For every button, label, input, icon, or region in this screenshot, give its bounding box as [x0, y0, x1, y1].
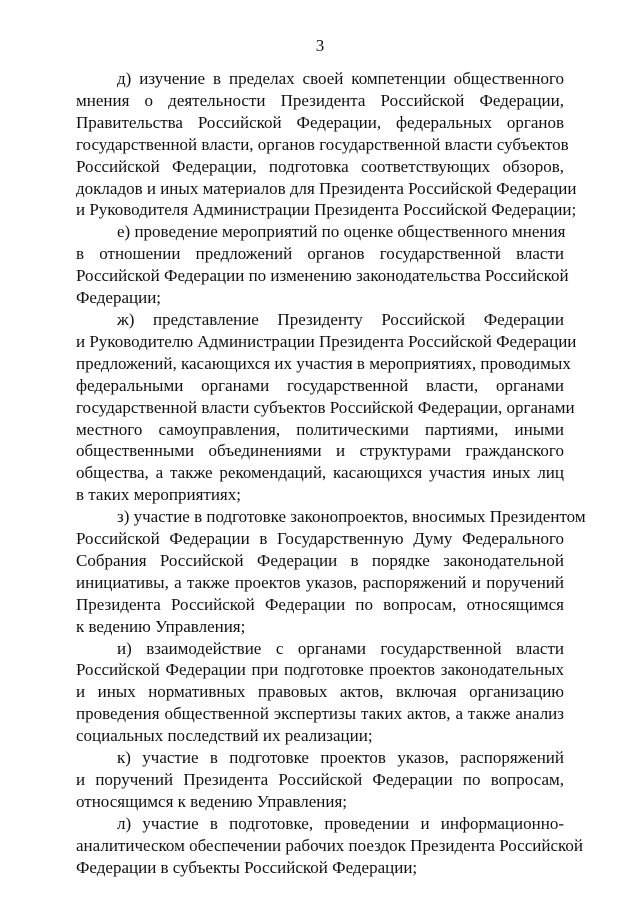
text-line: Федерации в субъекты Российской Федерации;	[76, 857, 418, 877]
paragraph-e	[76, 221, 569, 309]
text-line: социальных последствий их реализации;	[76, 726, 373, 746]
text-line: в отношении предложений органов государственной власти	[76, 244, 564, 264]
text-line: Правительства Российской Федерации, федеральных органов	[76, 112, 564, 132]
text-line: мнения о деятельности Президента Российской Федерации,	[76, 90, 564, 110]
text-line: Российской Федерации при подготовке проектов законодательных	[76, 660, 564, 680]
page-number: 3	[315, 36, 325, 55]
paragraph-k	[76, 747, 564, 813]
text-line: и поручений Президента Российской Федерации по вопросам,	[76, 770, 564, 789]
text-line: инициативы, а также проектов указов, распоряжений и поручений	[76, 572, 564, 592]
text-line: л) участие в подготовке, проведении и информационно-	[117, 813, 564, 833]
text-line: к) участие в подготовке проектов указов, распоряжений	[117, 748, 564, 768]
text-line: и Руководителя Администрации Президента Российской Федерации;	[76, 200, 577, 220]
text-line: Российской Федерации в Государственную Думу Федерального	[76, 529, 564, 549]
text-line: к ведению Управления;	[76, 616, 246, 636]
text-line: федеральными органами государственной власти, органами	[76, 375, 564, 395]
text-line: д) изучение в пределах своей компетенции общественного	[117, 69, 564, 88]
text-line: з) участие в подготовке законопроектов, вносимых Президентом	[117, 507, 586, 527]
text-line: общественными объединениями и структурами гражданского	[76, 441, 564, 461]
text-line: в таких мероприятиях;	[76, 485, 241, 505]
text-line: предложений, касающихся их участия в мероприятиях, проводимых	[76, 353, 571, 373]
paragraph-z	[76, 506, 586, 637]
paragraph-d	[76, 68, 577, 221]
text-line: Федерации;	[76, 288, 162, 308]
paragraph-l	[76, 813, 584, 879]
text-line: Собрания Российской Федерации в порядке законодательной	[76, 550, 564, 570]
text-line: ж) представление Президенту Российской Федерации	[117, 309, 564, 329]
text-line: Российской Федерации, подготовка соответствующих обзоров,	[76, 156, 564, 176]
text-line: относящимся к ведению Управления;	[76, 791, 348, 811]
paragraph-i	[76, 638, 564, 748]
text-line: и Руководителю Администрации Президента Российской Федерации	[76, 331, 577, 351]
text-line: и иных нормативных правовых актов, включая организацию	[76, 682, 564, 702]
text-line: Президента Российской Федерации по вопросам, относящимся	[76, 594, 564, 614]
text-line: государственной власти, органов государственной власти субъектов	[76, 134, 569, 154]
paragraph-zh	[76, 309, 577, 506]
text-line: государственной власти субъектов Российской Федерации, органами	[76, 397, 575, 417]
text-line: е) проведение мероприятий по оценке общественного мнения	[117, 222, 566, 242]
text-line: Российской Федерации по изменению законодательства Российской	[76, 266, 569, 286]
text-line: докладов и иных материалов для Президента Российской Федерации	[76, 178, 577, 198]
text-line: общества, а также рекомендаций, касающихся участия иных лиц	[76, 463, 564, 483]
document-body	[76, 68, 586, 879]
text-line: аналитическом обеспечении рабочих поездок Президента Российской	[76, 835, 584, 855]
text-line: проведения общественной экспертизы таких актов, а также анализ	[76, 704, 564, 724]
text-line: и) взаимодействие с органами государственной власти	[117, 638, 564, 658]
text-line: местного самоуправления, политическими партиями, иными	[76, 419, 564, 439]
